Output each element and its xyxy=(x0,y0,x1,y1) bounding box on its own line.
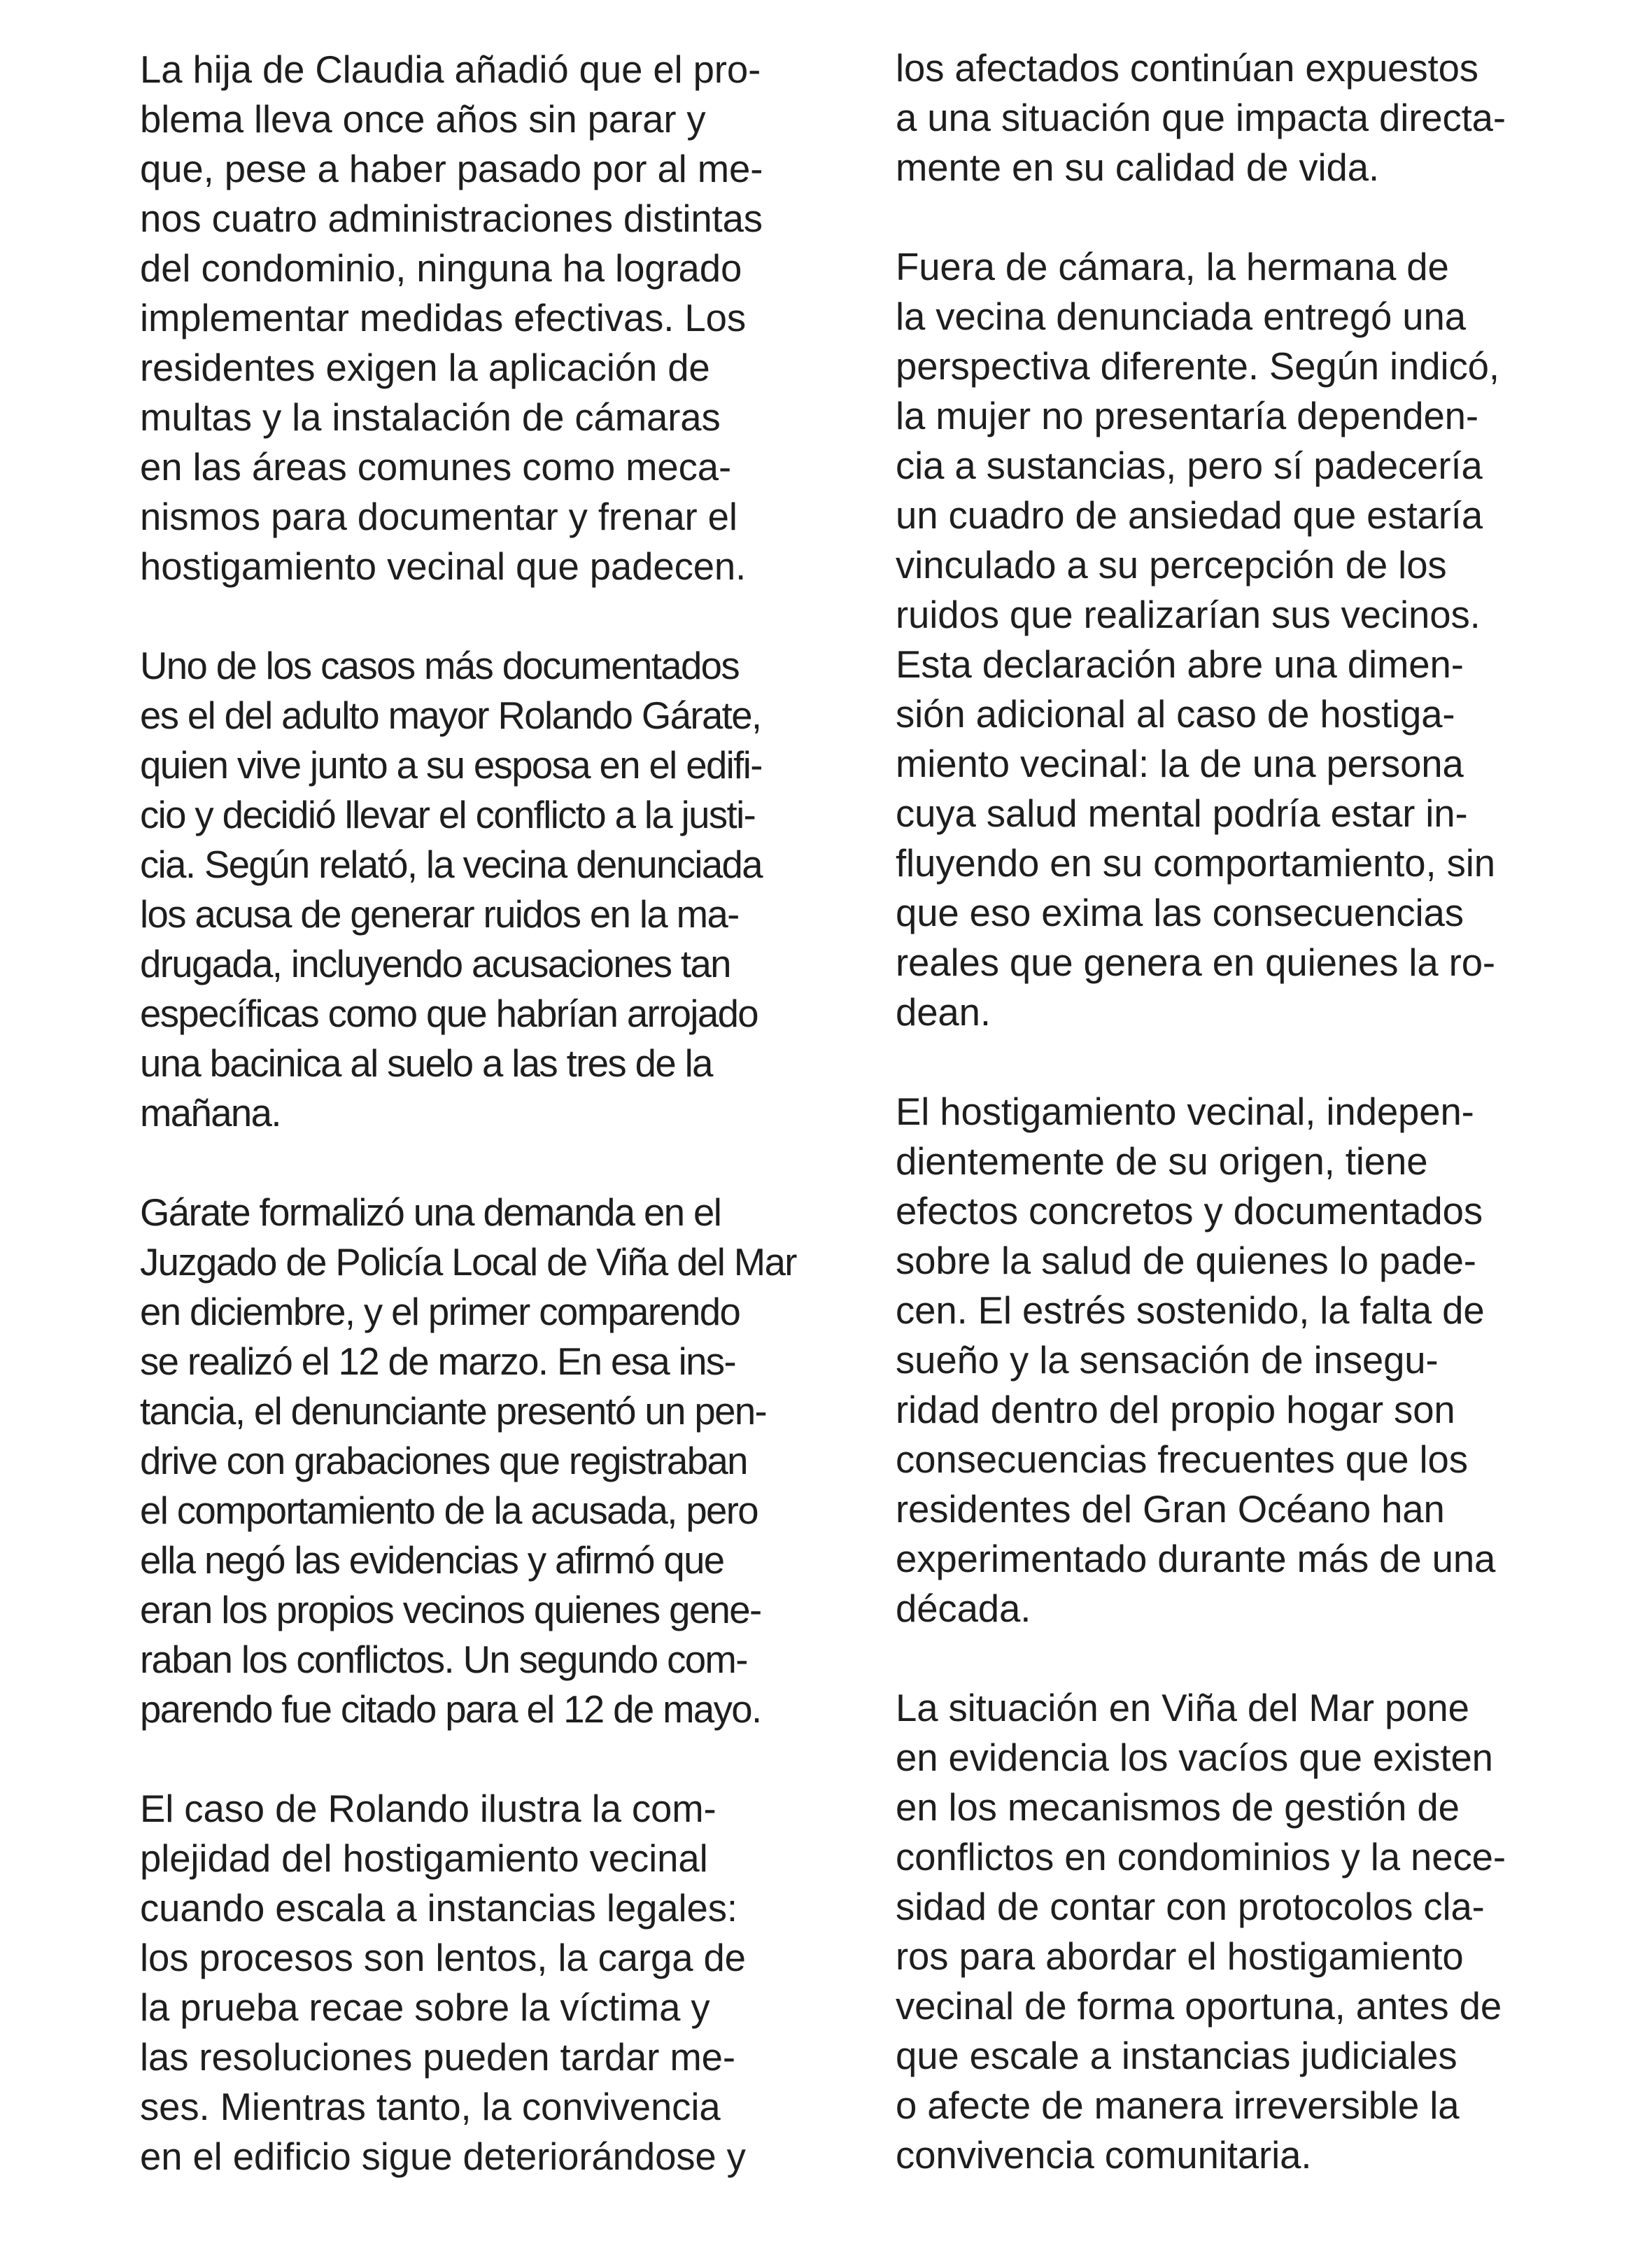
text-line: multas y la instalación de cámaras xyxy=(140,396,721,439)
text-line: plejidad del hostigamiento vecinal xyxy=(140,1837,708,1880)
text-line: que eso exima las consecuencias xyxy=(896,892,1464,934)
text-line: dientemente de su origen, tiene xyxy=(896,1140,1428,1183)
text-line: mañana. xyxy=(140,1092,281,1134)
text-line: vecinal de forma oportuna, antes de xyxy=(896,1985,1502,2028)
text-line: implementar medidas efectivas. Los xyxy=(140,297,746,339)
text-line: Juzgado de Policía Local de Viña del Mar xyxy=(140,1241,796,1284)
text-line: sidad de contar con protocolos cla- xyxy=(896,1885,1485,1928)
text-line: mente en su calidad de vida. xyxy=(896,146,1380,189)
text-line: cen. El estrés sostenido, la falta de xyxy=(896,1289,1485,1332)
text-line: la vecina denunciada entregó una xyxy=(896,295,1466,338)
paragraph xyxy=(896,43,1567,192)
text-line: La situación en Viña del Mar pone xyxy=(896,1687,1469,1729)
text-line: del condominio, ninguna ha logrado xyxy=(140,247,742,290)
paragraph xyxy=(896,1087,1567,1634)
text-line: ses. Mientras tanto, la convivencia xyxy=(140,2086,721,2128)
text-line: eran los propios vecinos quienes gene- xyxy=(140,1589,761,1631)
text-line: nismos para documentar y frenar el xyxy=(140,496,737,538)
text-line: cuando escala a instancias legales: xyxy=(140,1887,737,1930)
text-line: los afectados continúan expuestos xyxy=(896,47,1478,90)
text-line: ruidos que realizarían sus vecinos. xyxy=(896,593,1481,636)
text-line: cia. Según relató, la vecina denunciada xyxy=(140,843,762,886)
text-line: cuya salud mental podría estar in- xyxy=(896,792,1468,835)
text-line: ella negó las evidencias y afirmó que xyxy=(140,1539,724,1582)
text-line: los acusa de generar ruidos en la ma- xyxy=(140,893,739,936)
text-line: una bacinica al suelo a las tres de la xyxy=(140,1042,712,1085)
text-line: sobre la salud de quienes lo pade- xyxy=(896,1239,1476,1282)
text-line: el comportamiento de la acusada, pero xyxy=(140,1489,758,1532)
text-line: cio y decidió llevar el conflicto a la justi- xyxy=(140,794,756,836)
text-line: vinculado a su percepción de los xyxy=(896,544,1447,586)
paragraph xyxy=(140,1784,812,2182)
text-line: El hostigamiento vecinal, indepen- xyxy=(896,1090,1474,1133)
text-line: dean. xyxy=(896,991,991,1034)
text-line: que, pese a haber pasado por al me- xyxy=(140,148,763,190)
text-line: parendo fue citado para el 12 de mayo. xyxy=(140,1688,761,1731)
text-line: fluyendo en su comportamiento, sin xyxy=(896,842,1495,885)
text-line: sión adicional al caso de hostiga- xyxy=(896,693,1455,736)
text-line: drive con grabaciones que registraban xyxy=(140,1440,747,1482)
text-line: quien vive junto a su esposa en el edifi- xyxy=(140,744,762,787)
text-line: es el del adulto mayor Rolando Gárate, xyxy=(140,694,761,737)
text-line: en el edificio sigue deteriorándose y xyxy=(140,2135,746,2178)
text-line: Esta declaración abre una dimen- xyxy=(896,643,1464,686)
text-line: las resoluciones pueden tardar me- xyxy=(140,2036,735,2079)
text-line: cia a sustancias, pero sí padecería xyxy=(896,444,1483,487)
text-line: en los mecanismos de gestión de xyxy=(896,1786,1460,1829)
text-line: perspectiva diferente. Según indicó, xyxy=(896,345,1499,388)
paragraph xyxy=(140,45,812,591)
paragraph xyxy=(140,1188,812,1734)
text-line: raban los conflictos. Un segundo com- xyxy=(140,1638,747,1681)
text-line: en evidencia los vacíos que existen xyxy=(896,1736,1493,1779)
text-line: ros para abordar el hostigamiento xyxy=(896,1935,1464,1978)
text-line: los procesos son lentos, la carga de xyxy=(140,1937,746,1979)
text-line: residentes exigen la aplicación de xyxy=(140,346,710,389)
text-line: hostigamiento vecinal que padecen. xyxy=(140,545,747,588)
text-line: década. xyxy=(896,1587,1031,1630)
paragraph xyxy=(896,242,1567,1037)
text-line: Fuera de cámara, la hermana de xyxy=(896,246,1449,288)
text-line: El caso de Rolando ilustra la com- xyxy=(140,1787,716,1830)
text-line: Uno de los casos más documentados xyxy=(140,645,740,687)
text-line: blema lleva once años sin parar y xyxy=(140,98,706,141)
paragraph xyxy=(896,1683,1567,2180)
text-line: que escale a instancias judiciales xyxy=(896,2035,1457,2077)
text-line: La hija de Claudia añadió que el pro- xyxy=(140,48,761,91)
text-line: se realizó el 12 de marzo. En esa ins- xyxy=(140,1340,736,1383)
text-line: ridad dentro del propio hogar son xyxy=(896,1389,1455,1431)
text-line: residentes del Gran Océano han xyxy=(896,1488,1445,1531)
text-line: a una situación que impacta directa- xyxy=(896,97,1506,139)
text-line: sueño y la sensación de insegu- xyxy=(896,1339,1439,1382)
text-line: específicas como que habrían arrojado xyxy=(140,992,758,1035)
text-line: reales que genera en quienes la ro- xyxy=(896,941,1495,984)
text-line: miento vecinal: la de una persona xyxy=(896,743,1464,785)
text-line: un cuadro de ansiedad que estaría xyxy=(896,494,1483,537)
text-line: experimentado durante más de una xyxy=(896,1538,1496,1580)
text-line: en diciembre, y el primer comparendo xyxy=(140,1291,740,1333)
text-line: conflictos en condominios y la nece- xyxy=(896,1836,1506,1878)
text-line: la prueba recae sobre la víctima y xyxy=(140,1986,710,2029)
text-line: la mujer no presentaría dependen- xyxy=(896,395,1478,437)
text-line: en las áreas comunes como meca- xyxy=(140,446,732,489)
text-line: convivencia comunitaria. xyxy=(896,2134,1312,2177)
paragraph xyxy=(140,641,812,1138)
text-line: tancia, el denunciante presentó un pen- xyxy=(140,1390,767,1433)
left-column xyxy=(140,45,812,2182)
text-line: o afecte de manera irreversible la xyxy=(896,2084,1460,2127)
text-line: nos cuatro administraciones distintas xyxy=(140,197,763,240)
text-line: drugada, incluyendo acusaciones tan xyxy=(140,943,730,985)
text-line: consecuencias frecuentes que los xyxy=(896,1438,1468,1481)
text-line: Gárate formalizó una demanda en el xyxy=(140,1191,721,1234)
right-column xyxy=(896,43,1567,2180)
text-line: efectos concretos y documentados xyxy=(896,1190,1483,1232)
